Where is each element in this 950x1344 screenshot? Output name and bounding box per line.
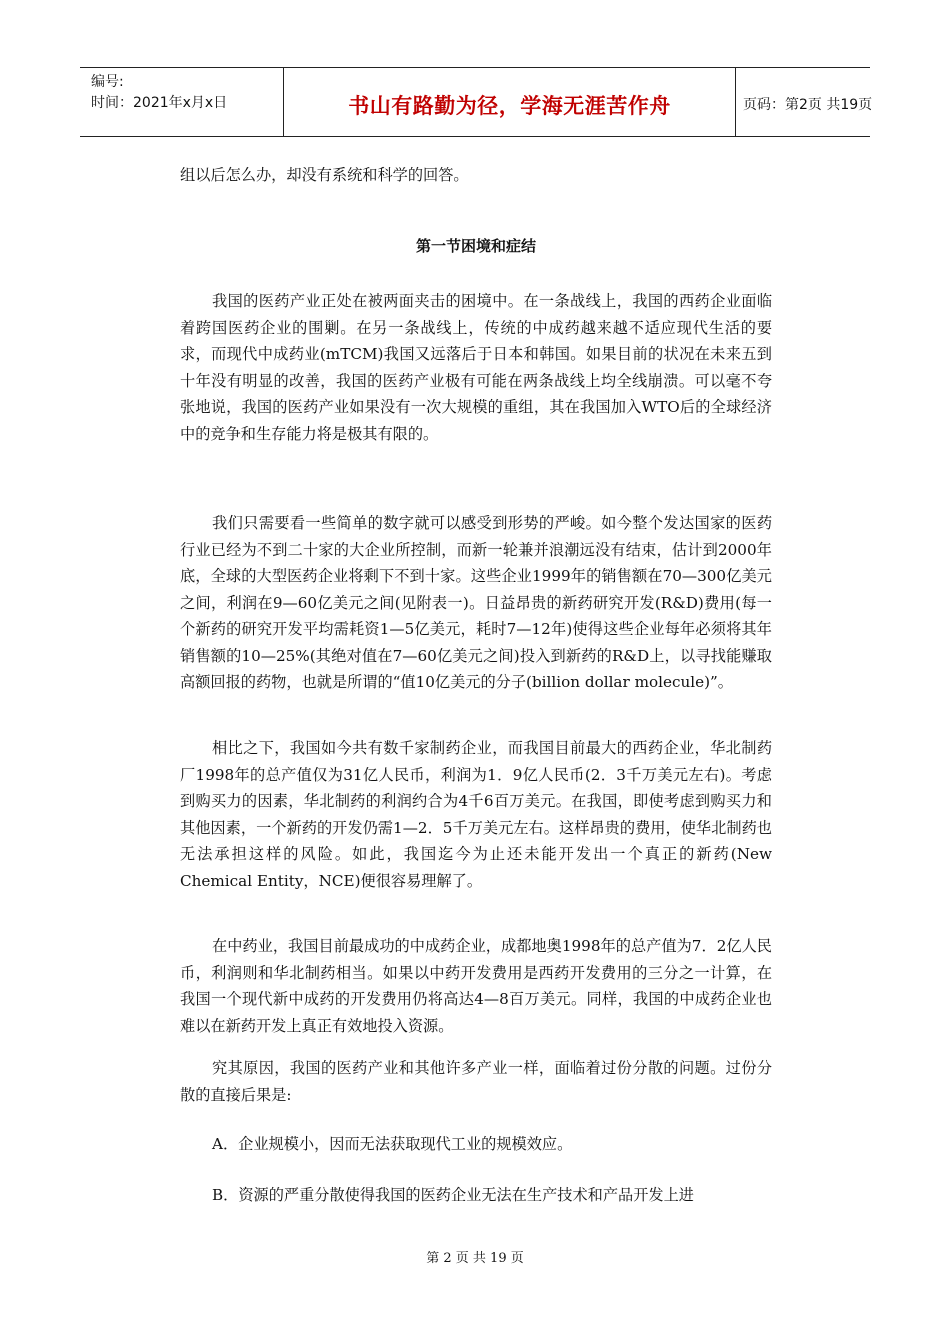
header-page-cell xyxy=(735,68,873,136)
header-motto: 书山有路勤为径，学海无涯苦作舟 xyxy=(348,94,671,118)
paragraph-3: 相比之下，我国如今共有数千家制药企业，而我国目前最大的西药企业，华北制药厂1998年的总产值仅为31亿人民币，利润为1．9亿人民币(2．3千万美元左右)。考虑到购买力的因素，华北制药的利润约合为4千6百万美元。在我国，即使考虑到购买力和其他因素，一个新药的开发仍需1—2．5千万美元左右。这样昂贵的费用，使华北制药也无法承担这样的风险。如此，我国迄今为止还未能开发出一个真正的新药(New Chemical Entity，NCE)便很容易理解了。 xyxy=(180,739,772,890)
document-number-label: 编号: xyxy=(91,74,124,90)
page-header xyxy=(80,67,873,137)
header-page-code: 页码：第2页 共19页 xyxy=(743,97,873,113)
list-item-b: B．资源的严重分散使得我国的医药企业无法在生产技术和产品开发上进 xyxy=(212,1186,694,1204)
paragraph-5: 究其原因，我国的医药产业和其他许多产业一样，面临着过份分散的问题。过份分散的直接后果是: xyxy=(180,1059,772,1104)
paragraph-2: 我们只需要看一些简单的数字就可以感受到形势的严峻。如今整个发达国家的医药行业已经为不到二十家的大企业所控制，而新一轮兼并浪潮远没有结束，估计到2000年底，全球的大型医药企业将剩下不到十家。这些企业1999年的销售额在70—300亿美元之间，利润在9—60亿美元之间(见附表一)。日益昂贵的新药研究开发(R&D)费用(每一个新药的研究开发平均需耗资1—5亿美元，耗时7—12年)使得这些企业每年必须将其年销售额的10—25%(其绝对值在7—60亿美元之间)投入到新药的R&D上，以寻找能赚取高额回报的药物，也就是所谓的“值10亿美元的分子(billion dollar molecule)”。 xyxy=(180,514,772,691)
header-motto-cell xyxy=(283,68,736,136)
document-date: 时间：2021年x月x日 xyxy=(91,95,228,111)
paragraph-4: 在中药业，我国目前最成功的中成药企业，成都地奥1998年的总产值为7．2亿人民币，利润则和华北制药相当。如果以中药开发费用是西药开发费用的三分之一计算，在我国一个现代新中成药的开发费用仍将高达4—8百万美元。同样，我国的中成药企业也难以在新药开发上真正有效地投入资源。 xyxy=(180,937,772,1035)
header-info-cell xyxy=(80,68,283,136)
section-heading: 第一节困境和症结 xyxy=(415,237,536,255)
list-item-a: A．企业规模小，因而无法获取现代工业的规模效应。 xyxy=(212,1135,573,1153)
paragraph-1: 我国的医药产业正处在被两面夹击的困境中。在一条战线上，我国的西药企业面临着跨国医药企业的围剿。在另一条战线上，传统的中成药越来越不适应现代生活的要求，而现代中成药业(mTCM)我国又远落后于日本和韩国。如果目前的状况在未来五到十年没有明显的改善，我国的医药产业极有可能在两条战线上均全线崩溃。可以毫不夸张地说，我国的医药产业如果没有一次大规模的重组，其在我国加入WTO后的全球经济中的竞争和生存能力将是极其有限的。 xyxy=(180,292,772,443)
continuation-paragraph: 组以后怎么办，却没有系统和科学的回答。 xyxy=(180,166,469,184)
page-footer: 第 2 页 共 19 页 xyxy=(426,1251,524,1266)
